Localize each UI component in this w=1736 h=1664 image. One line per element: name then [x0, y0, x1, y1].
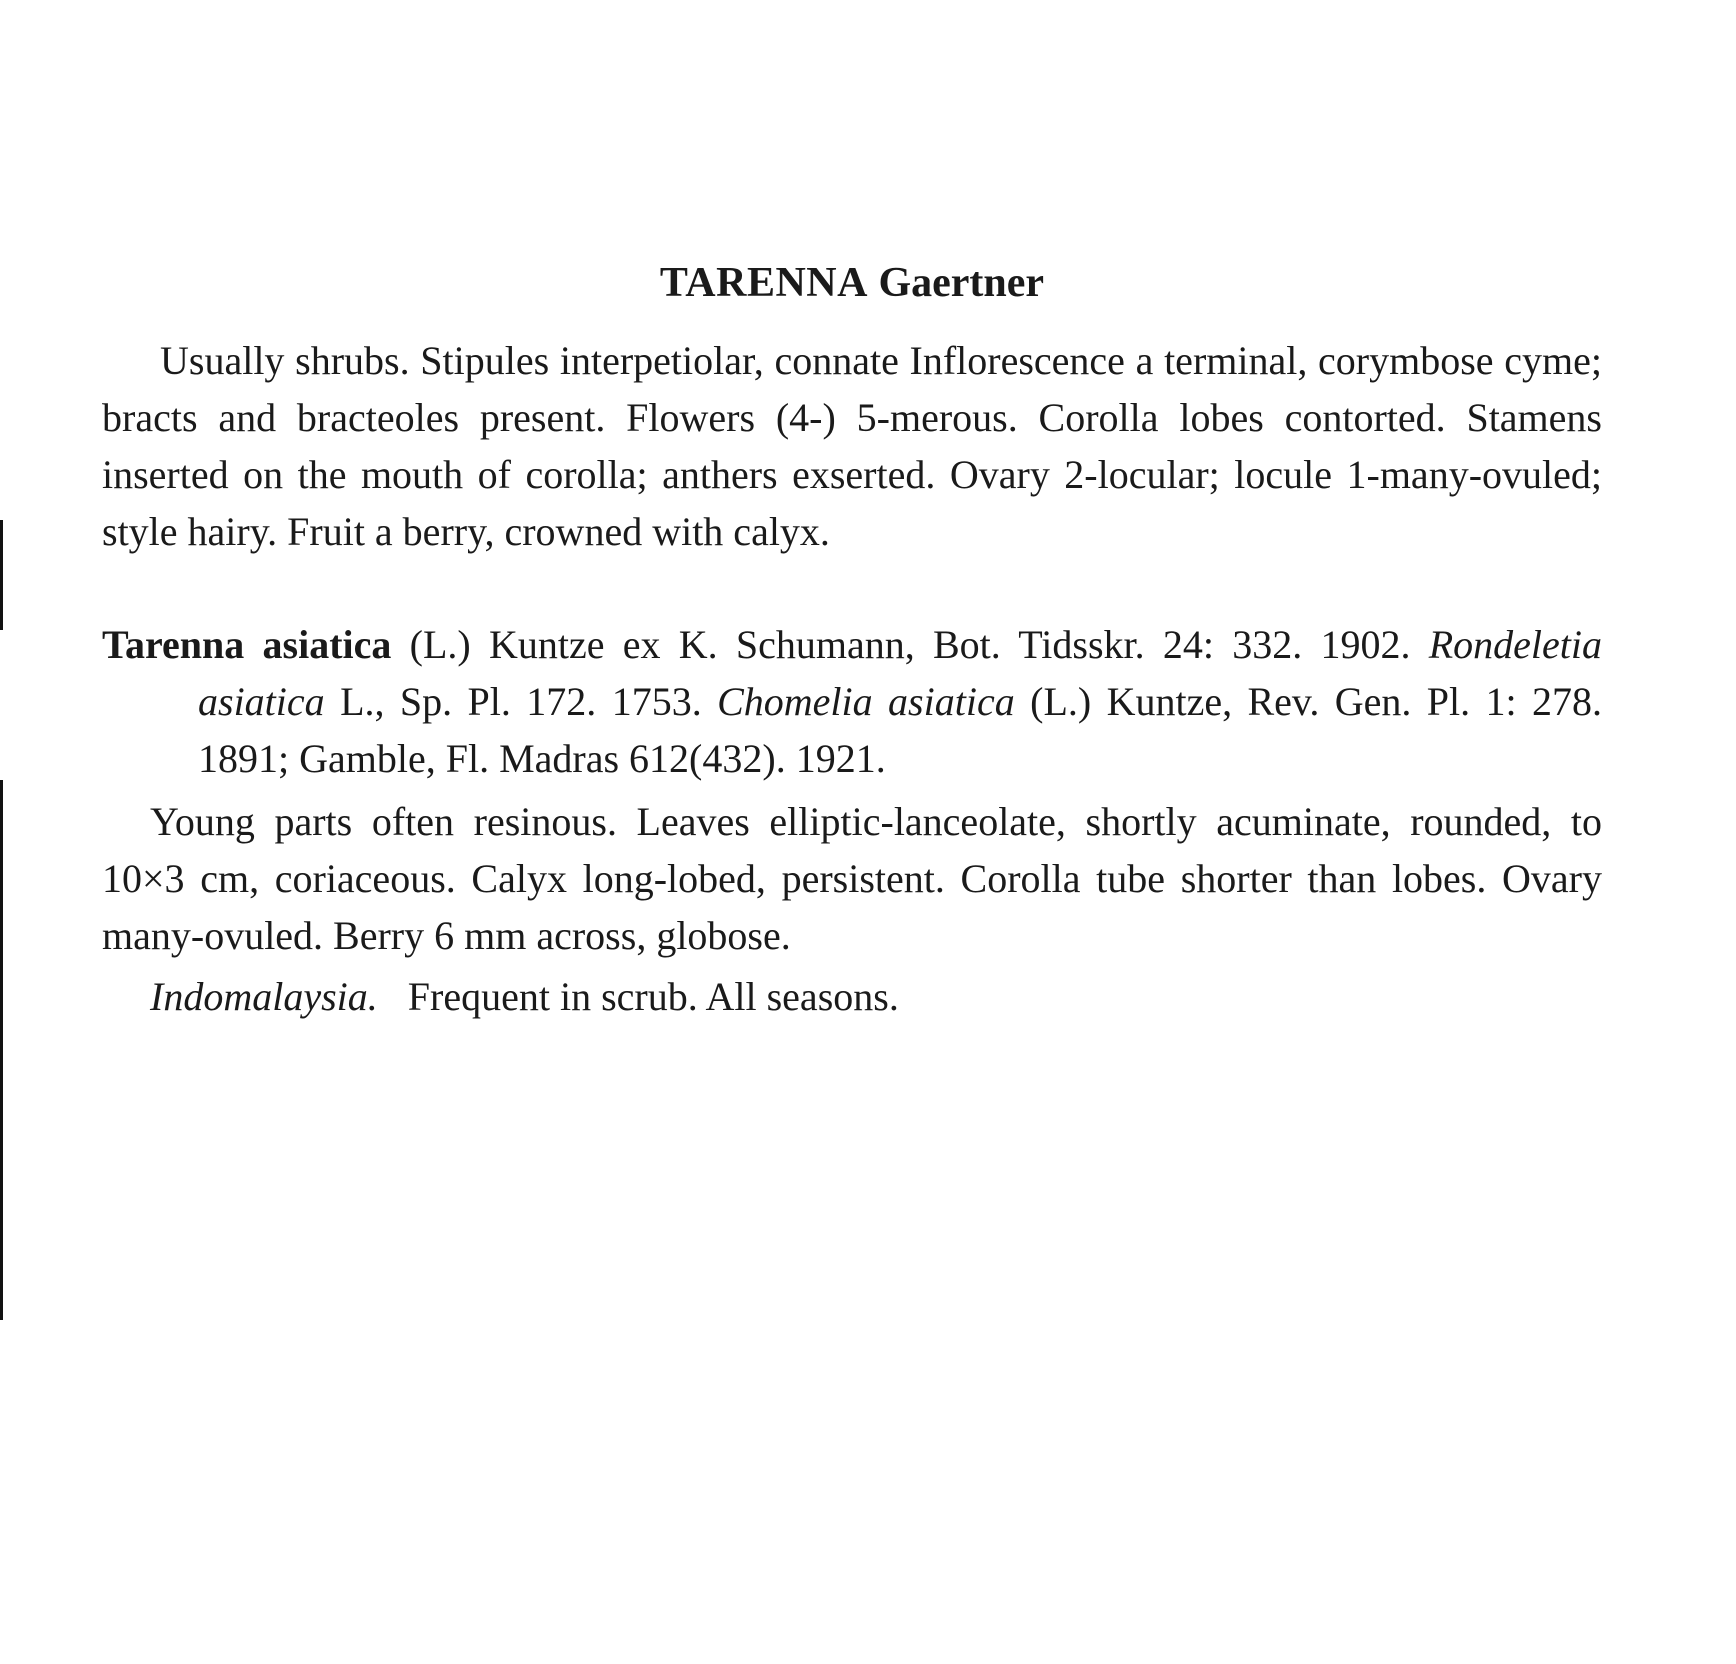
genus-author: Gaertner [878, 260, 1045, 306]
genus-heading [102, 258, 1602, 308]
species-description: Young parts often resinous. Leaves elliptic-lanceolate, shortly acuminate, rounded, to 10×3 cm, coriaceous. Calyx long-lobed, persistent. Corolla tube shorter than lobes. Ovary many-ovuled. Berry 6 mm across, globose. [102, 799, 1602, 959]
species-citation [102, 616, 1602, 787]
scan-edge-line-top [0, 520, 3, 630]
distribution-notes: Frequent in scrub. All seasons. [407, 974, 899, 1020]
genus-description: Usually shrubs. Stipules interpetiolar, connate Inflorescence a terminal, corymbose cyme; bracts and bracteoles present. Flowers (4-) 5-merous. Corolla lobes contorted. Stamens inserted on the mouth of corolla; anthers exserted. Ovary 2-locular; locule 1-many-ovuled; style hairy. Fruit a berry, crowned with calyx. [102, 338, 1602, 555]
synonym-rondeletia-name: Rondeletia asiatica [198, 622, 1603, 725]
synonym-chomelia-citation: (L.) Kuntze, Rev. Gen. Pl. 1: 278. 1891; Gamble, Fl. Madras 612(432). 1921. [198, 679, 1603, 782]
species-block [102, 616, 1602, 1025]
species-author-citation: (L.) Kuntze ex K. Schumann, Bot. Tidsskr. 24: 332. 1902. [409, 622, 1411, 668]
synonym-rondeletia-citation: L., Sp. Pl. 172. 1753. [340, 679, 702, 725]
genus-name: TARENNA [659, 260, 868, 306]
species-distribution [102, 968, 1602, 1025]
document-page [102, 258, 1602, 1025]
species-name: Tarenna asiatica [102, 622, 392, 668]
synonym-chomelia-name: Chomelia asiatica [717, 679, 1015, 725]
scan-edge-line-bottom [0, 780, 3, 1320]
distribution-region: Indomalaysia. [150, 974, 378, 1020]
